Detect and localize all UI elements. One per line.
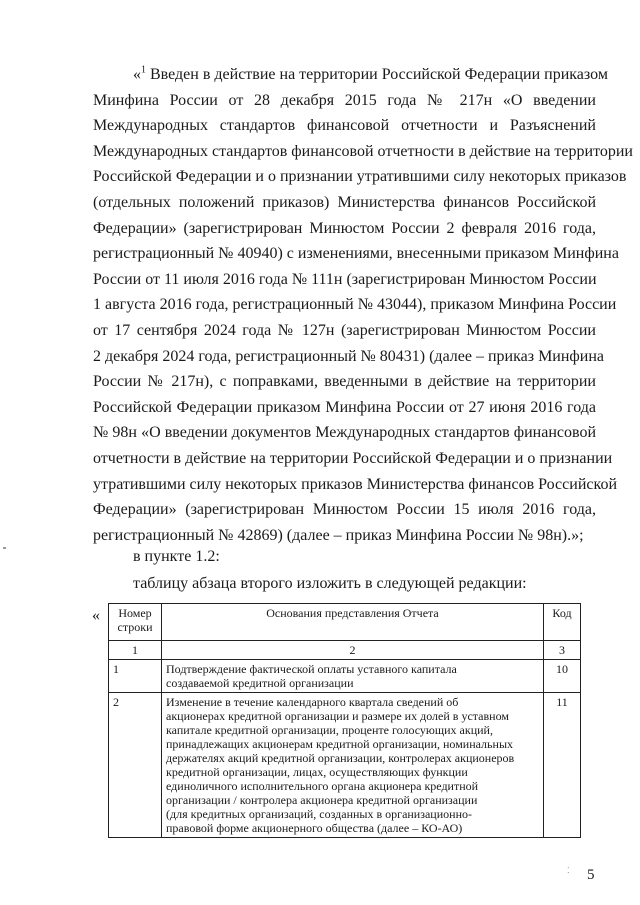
row-code: 11 — [544, 693, 581, 838]
header-row-number: Номер строки — [109, 604, 162, 641]
description-line: правовой форме акционерного общества (далее – КО-АО) — [166, 821, 463, 835]
description-line: создаваемой кредитной организации — [166, 676, 354, 690]
description-line: держателях акций кредитной организации, контролерах акционеров — [166, 751, 515, 765]
paragraph-line: Федерации» (зарегистрирован Минюстом России 2 февраля 2016 года, — [93, 219, 596, 237]
footnote-marker: 1 — [141, 64, 146, 76]
paragraph-line: Российской Федерации приказом Минфина России от 27 июня 2016 года — [93, 398, 596, 416]
description-line: капитале кредитной организации, проценте голосующих акций, — [166, 723, 493, 737]
description-line: кредитной организации, лицах, осуществляющих функции — [166, 765, 468, 779]
paragraph-line: Международных стандартов финансовой отчетности в действие на территории — [93, 142, 633, 160]
table-row — [109, 660, 581, 693]
instruction-point: в пункте 1.2: — [133, 548, 220, 565]
header-grounds: Основания представления Отчета — [162, 604, 544, 641]
header-code: Код — [544, 604, 581, 641]
paragraph-line: России от 11 июля 2016 года № 111н (зарегистрирован Минюстом России — [93, 270, 597, 288]
scan-mark: ⁚ — [567, 866, 570, 875]
table-open-quote: « — [92, 607, 100, 624]
scan-mark — [3, 547, 6, 549]
description-line: принадлежащих акционерам кредитной организации, номинальных — [166, 737, 514, 751]
description-line: акционерах кредитной организации и размере их долей в уставном — [166, 709, 509, 723]
paragraph-line: № 98н «О введении документов Международных стандартов финансовой — [93, 424, 596, 442]
table-header-row — [109, 604, 581, 641]
table-row — [109, 693, 581, 838]
column-number: 2 — [162, 641, 544, 660]
instruction-table: таблицу абзаца второго изложить в следующей редакции: — [133, 575, 527, 592]
row-code: 10 — [544, 660, 581, 693]
column-number: 1 — [109, 641, 162, 660]
paragraph-line: утратившими силу некоторых приказов Министерства финансов Российской — [93, 475, 617, 493]
description-line: единоличного исполнительного органа акционера кредитной — [166, 779, 479, 793]
description-line: организации / контролера акционера кредитной организации — [166, 793, 478, 807]
paragraph-line: России № 217н), с поправками, введенными в действие на территории — [93, 373, 596, 391]
paragraph-line: Федерации» (зарегистрирован Минюстом России 15 июля 2016 года, — [93, 501, 596, 519]
paragraph-line: от 17 сентября 2024 года № 127н (зарегистрирован Минюстом России — [93, 321, 596, 339]
paragraph-line: Российской Федерации и о признании утратившими силу некоторых приказов — [93, 168, 627, 186]
row-description — [162, 660, 544, 693]
paragraph-line: 1 августа 2016 года, регистрационный № 43044), приказом Минфина России — [93, 296, 617, 314]
paragraph-line: регистрационный № 42869) (далее – приказ Минфина России № 98н).»; — [93, 526, 584, 544]
description-line: Изменение в течение календарного квартала сведений об — [166, 695, 459, 709]
paragraph-line: Минфина России от 28 декабря 2015 года № 217н «О введении — [93, 91, 596, 109]
row-number: 2 — [109, 693, 162, 838]
open-quote: « — [133, 66, 141, 83]
grounds-table — [108, 603, 581, 838]
paragraph-line: регистрационный № 40940) с изменениями, внесенными приказом Минфина — [93, 245, 619, 263]
row-description — [162, 693, 544, 838]
paragraph-line: Международных стандартов финансовой отчетности и Разъяснений — [93, 117, 596, 135]
column-numbers-row — [109, 641, 581, 660]
row-number: 1 — [109, 660, 162, 693]
paragraph-line: 2 декабря 2024 года, регистрационный № 80431) (далее – приказ Минфина — [93, 347, 605, 365]
footnote-paragraph — [93, 62, 633, 548]
page-number: 5 — [587, 867, 595, 883]
paragraph-line: отчетности в действие на территории Российской Федерации и о признании — [93, 449, 613, 467]
paragraph-text: Введен в действие на территории Российской Федерации приказом — [146, 66, 608, 83]
paragraph-line — [93, 62, 608, 88]
description-line: (для кредитных организаций, созданных в организационно- — [166, 807, 472, 821]
description-line: Подтверждение фактической оплаты уставного капитала — [166, 662, 457, 676]
column-number: 3 — [544, 641, 581, 660]
paragraph-line: (отдельных положений приказов) Министерства финансов Российской — [93, 193, 596, 211]
